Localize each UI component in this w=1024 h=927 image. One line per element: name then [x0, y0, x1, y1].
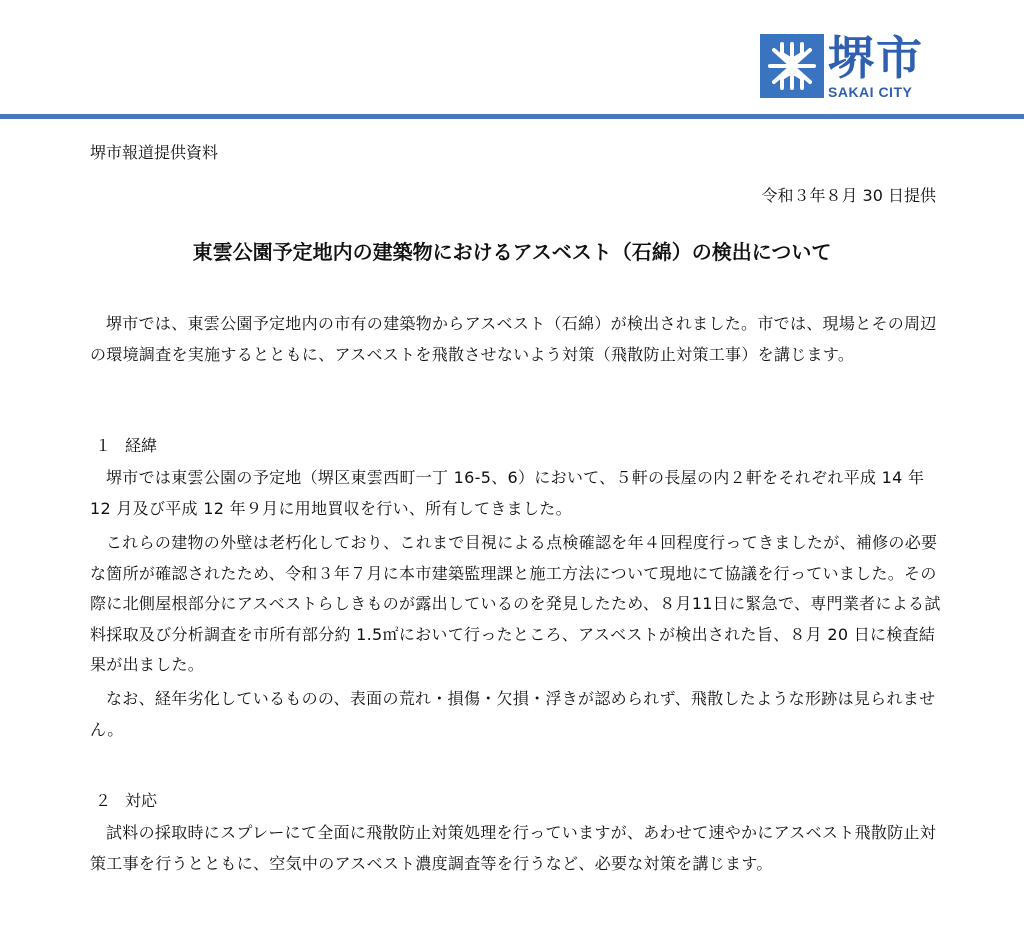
section-1-paragraph-3: なお、経年劣化しているものの、表面の荒れ・損傷・欠損・浮きが認められず、飛散したような形跡は見られません。 [90, 689, 936, 739]
section-2-heading [95, 788, 157, 811]
document-title: 東雲公園予定地内の建築物におけるアスベスト（石綿）の検出について [192, 240, 832, 264]
section-1-number: １ [95, 436, 112, 455]
city-emblem-icon [760, 34, 824, 98]
date-line: 令和３年８月 30 日提供 [761, 186, 936, 205]
header-rule [0, 114, 1024, 119]
org-line: 堺市報道提供資料 [90, 143, 219, 162]
logo-latin: SAKAI CITY [828, 84, 913, 100]
sakai-city-logo [760, 31, 924, 100]
logo-kanji: 堺市 [828, 31, 924, 85]
section-2-number: ２ [95, 791, 112, 810]
section-1-paragraph-2: これらの建物の外壁は老朽化しており、これまで目視による点検確認を年４回程度行ってきましたが、補修の必要な箇所が確認されたため、令和３年７月に本市建築監理課と施工方法について現地にて協議を行っていました。その際に北側屋根部分にアスベストらしきものが露出しているのを発見したため、８月11日に緊急で、専門業者による試料採取及び分析調査を市所有部分約 1.5㎡において行ったところ、アスベストが検出された旨、８月 20 日に検査結果が出ました。 [90, 533, 941, 674]
section-2-paragraph-1: 試料の採取時にスプレーにて全面に飛散防止対策処理を行っていますが、あわせて速やかにアスベスト飛散防止対策工事を行うとともに、空気中のアスベスト濃度調査等を行うなど、必要な対策を講じます。 [90, 823, 937, 873]
section-1-heading [95, 433, 157, 456]
section-2-title: 対応 [125, 791, 158, 810]
section-1-paragraph-1: 堺市では東雲公園の予定地（堺区東雲西町一丁 16-5、6）において、５軒の長屋の内２軒をそれぞれ平成 14 年 12 月及び平成 12 年９月に用地買収を行い、所有してきました。 [90, 468, 925, 518]
intro-paragraph: 堺市では、東雲公園予定地内の市有の建築物からアスベスト（石綿）が検出されました。市では、現場とその周辺の環境調査を実施するとともに、アスベストを飛散させないよう対策（飛散防止対策工事）を講じます。 [90, 314, 937, 364]
section-1-title: 経緯 [125, 436, 158, 455]
